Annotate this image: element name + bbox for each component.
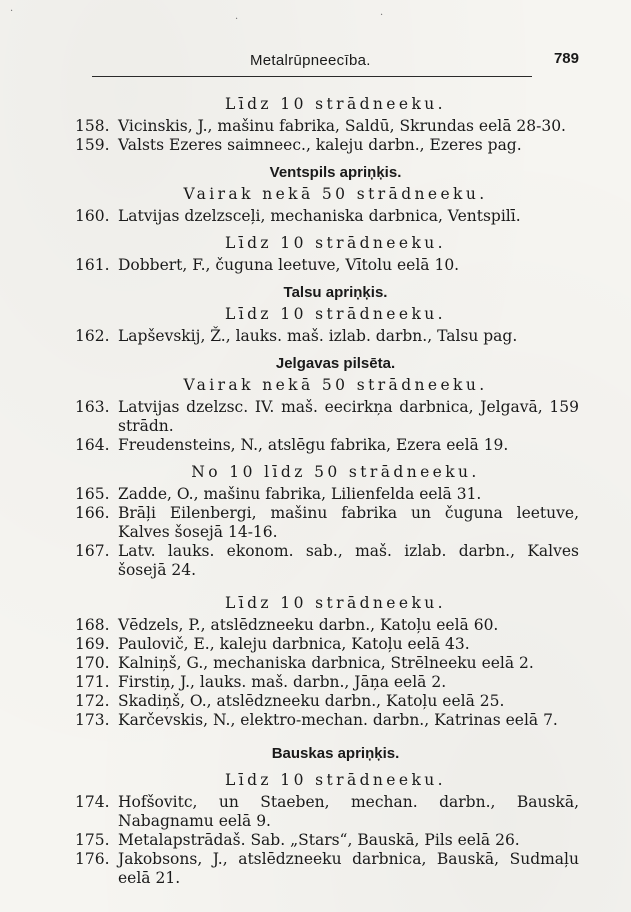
entry-text: Hofšovitc, un Staeben, mechan. darbn., Bauskā, Nabagnamu eelā 9. <box>118 793 579 830</box>
scan-speck: · <box>380 10 384 21</box>
entry-number: 158. <box>75 117 110 135</box>
workforce-heading: Līdz 10 strādneeku. <box>225 771 446 789</box>
entry-number: 168. <box>75 616 110 634</box>
entry-text: Zadde, O., mašinu fabrika, Lilienfelda eelā 31. <box>118 485 482 503</box>
running-header: Metalrūpneecība. <box>250 52 371 69</box>
workforce-heading: Vairak nekā 50 strādneeku. <box>183 185 488 203</box>
entry-number: 159. <box>75 136 110 154</box>
entry-number: 170. <box>75 654 110 672</box>
district-title: Jelgavas pilsēta. <box>275 355 396 372</box>
entry-text: Latvijas dzelzsceļi, mechaniska darbnica, Ventspilī. <box>118 207 521 225</box>
list-item <box>0 136 631 155</box>
list-item <box>0 831 631 850</box>
list-item <box>0 692 631 711</box>
list-item <box>0 207 631 226</box>
entry-number: 166. <box>75 504 110 522</box>
list-item <box>0 117 631 136</box>
district-title: Bauskas apriņķis. <box>271 745 400 762</box>
entry-number: 165. <box>75 485 110 503</box>
entry-number: 172. <box>75 692 110 710</box>
entry-number: 169. <box>75 635 110 653</box>
entry-text: Lapševskij, Ž., lauks. maš. izlab. darbn., Talsu pag. <box>118 327 518 345</box>
entry-text: Latv. lauks. ekonom. sab., maš. izlab. darbn., Kalves šosejā 24. <box>118 542 579 579</box>
scan-speck: · <box>10 6 14 17</box>
list-item <box>0 673 631 692</box>
list-item <box>0 850 631 888</box>
entry-number: 160. <box>75 207 110 225</box>
workforce-heading: Līdz 10 strādneeku. <box>225 95 446 113</box>
entry-number: 162. <box>75 327 110 345</box>
list-item <box>0 793 631 831</box>
entry-text: Karčevskis, N., elektro-mechan. darbn., Katrinas eelā 7. <box>118 711 558 729</box>
page-body <box>0 95 631 888</box>
workforce-heading: No 10 līdz 50 strādneeku. <box>191 463 480 481</box>
entry-text: Metalapstrādaš. Sab. „Stars“, Bauskā, Pils eelā 26. <box>118 831 520 849</box>
entry-number: 171. <box>75 673 110 691</box>
entry-text: Brāļi Eilenbergi, mašinu fabrika un čuguna leetuve, Kalves šosejā 14-16. <box>118 504 579 541</box>
header-rule <box>92 76 532 77</box>
entry-text: Kalniņš, G., mechaniska darbnica, Strēlneeku eelā 2. <box>118 654 534 672</box>
entry-number: 167. <box>75 542 110 560</box>
entry-text: Valsts Ezeres saimneec., kaleju darbn., Ezeres pag. <box>118 136 522 154</box>
entry-text: Skadiņš, O., atslēdzneeku darbn., Katoļu eelā 25. <box>118 692 505 710</box>
entry-number: 161. <box>75 256 110 274</box>
list-item <box>0 485 631 504</box>
list-item <box>0 256 631 275</box>
entry-text: Vicinskis, J., mašinu fabrika, Saldū, Skrundas eelā 28-30. <box>118 117 566 135</box>
list-item <box>0 542 631 580</box>
list-item <box>0 635 631 654</box>
workforce-heading: Līdz 10 strādneeku. <box>225 305 446 323</box>
workforce-heading: Līdz 10 strādneeku. <box>225 234 446 252</box>
list-item <box>0 654 631 673</box>
entry-text: Latvijas dzelzsc. IV. maš. eecirkņa darbnica, Jelgavā, 159 strādn. <box>118 398 579 435</box>
list-item <box>0 398 631 436</box>
district-title: Talsu apriņķis. <box>283 284 388 301</box>
entry-text: Dobbert, F., čuguna leetuve, Vītolu eelā 10. <box>118 256 460 274</box>
entry-text: Freudensteins, N., atslēgu fabrika, Ezera eelā 19. <box>118 436 509 454</box>
entry-number: 174. <box>75 793 110 811</box>
entry-number: 176. <box>75 850 110 868</box>
district-title: Ventspils apriņķis. <box>269 164 402 181</box>
entry-number: 164. <box>75 436 110 454</box>
entry-number: 173. <box>75 711 110 729</box>
entry-text: Vēdzels, P., atslēdzneeku darbn., Katoļu eelā 60. <box>118 616 499 634</box>
entry-number: 163. <box>75 398 110 416</box>
workforce-heading: Līdz 10 strādneeku. <box>225 594 446 612</box>
entry-text: Jakobsons, J., atslēdzneeku darbnica, Bauskā, Sudmaļu eelā 21. <box>118 850 579 887</box>
list-item <box>0 504 631 542</box>
list-item <box>0 436 631 455</box>
entry-text: Paulovič, E., kaleju darbnica, Katoļu eelā 43. <box>118 635 470 653</box>
list-item <box>0 327 631 346</box>
entry-number: 175. <box>75 831 110 849</box>
workforce-heading: Vairak nekā 50 strādneeku. <box>183 376 488 394</box>
page-number: 789 <box>553 50 579 67</box>
list-item <box>0 711 631 730</box>
scan-speck: · <box>235 14 239 25</box>
entry-text: Firstiņ, J., lauks. maš. darbn., Jāņa eelā 2. <box>118 673 447 691</box>
list-item <box>0 616 631 635</box>
